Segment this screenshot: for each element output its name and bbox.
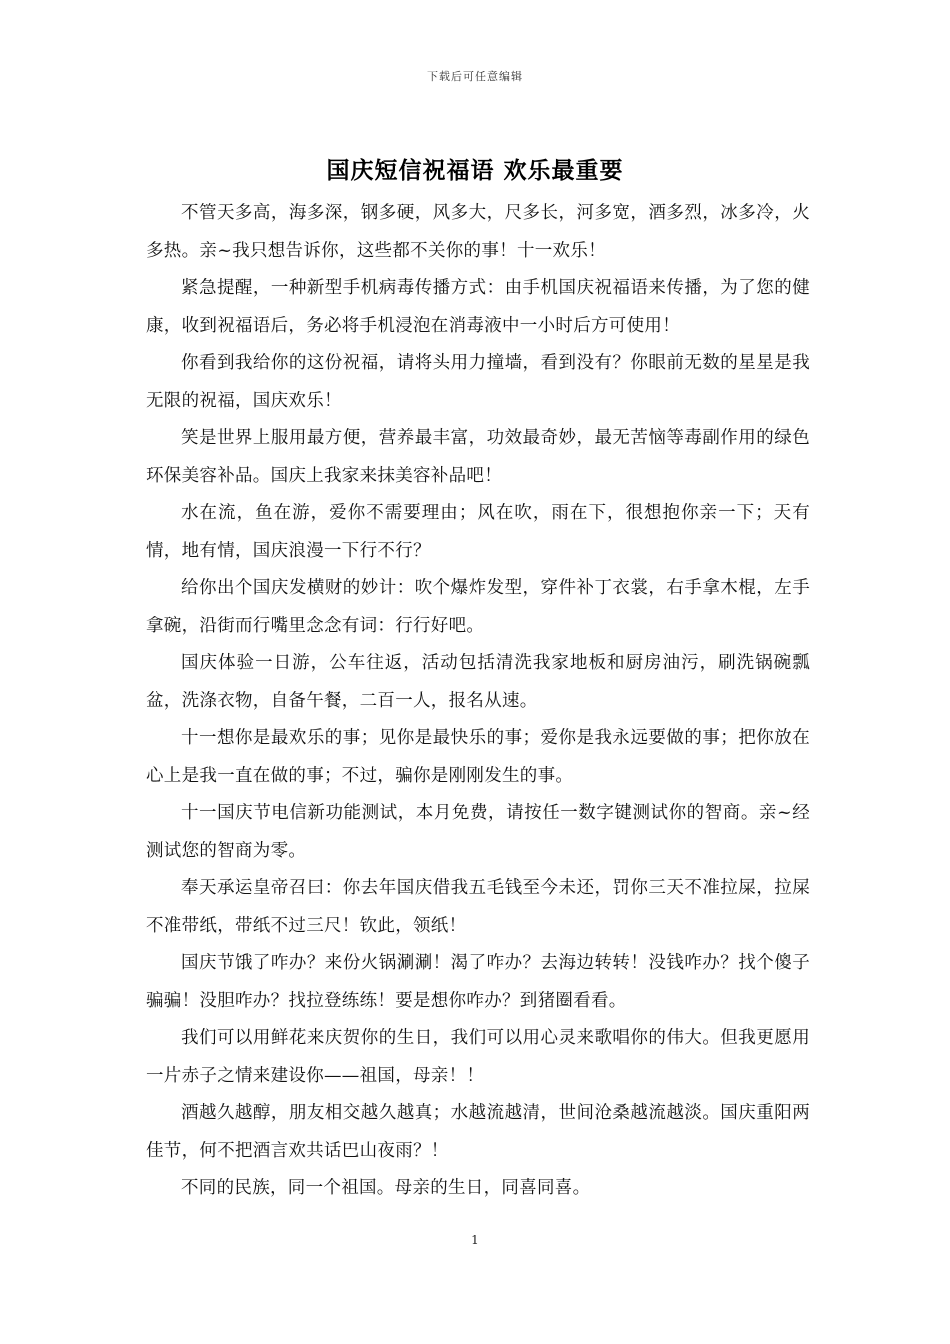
paragraph: 紧急提醒，一种新型手机病毒传播方式：由手机国庆祝福语来传播，为了您的健康，收到祝福语后，务必将手机浸泡在消毒液中一小时后方可使用！ <box>146 278 810 336</box>
paragraph: 酒越久越醇，朋友相交越久越真；水越流越清，世间沧桑越流越淡。国庆重阳两佳节，何不把酒言欢共话巴山夜雨？！ <box>146 1103 810 1161</box>
paragraph: 十一想你是最欢乐的事；见你是最快乐的事；爱你是我永远要做的事；把你放在心上是我一直在做的事；不过，骗你是刚刚发生的事。 <box>146 728 810 786</box>
paragraph: 不同的民族，同一个祖国。母亲的生日，同喜同喜。 <box>181 1178 591 1198</box>
header-note: 下载后可任意编辑 <box>427 70 523 83</box>
paragraph: 国庆节饿了咋办？来份火锅涮涮！渴了咋办？去海边转转！没钱咋办？找个傻子骗骗！没胆咋办？找拉登练练！要是想你咋办？到猪圈看看。 <box>146 953 810 1011</box>
paragraph: 水在流，鱼在游，爱你不需要理由；风在吹，雨在下，很想抱你亲一下；天有情，地有情，国庆浪漫一下行不行？ <box>146 503 810 561</box>
page-number: 1 <box>471 1233 479 1247</box>
paragraph: 不管天多高，海多深，钢多硬，风多大，尺多长，河多宽，酒多烈，冰多冷，火多热。亲~我只想告诉你，这些都不关你的事！十一欢乐！ <box>146 203 810 261</box>
document-title: 国庆短信祝福语 欢乐最重要 <box>326 157 624 184</box>
paragraph: 我们可以用鲜花来庆贺你的生日，我们可以用心灵来歌唱你的伟大。但我更愿用一片赤子之情来建设你——祖国，母亲！！ <box>146 1028 810 1086</box>
paragraph: 奉天承运皇帝召曰：你去年国庆借我五毛钱至今未还，罚你三天不准拉屎，拉屎不准带纸，带纸不过三尺！钦此，领纸！ <box>146 878 810 936</box>
paragraph: 你看到我给你的这份祝福，请将头用力撞墙，看到没有？你眼前无数的星星是我无限的祝福，国庆欢乐！ <box>146 353 810 411</box>
paragraph: 笑是世界上服用最方便，营养最丰富，功效最奇妙，最无苦恼等毒副作用的绿色环保美容补品。国庆上我家来抹美容补品吧！ <box>146 428 810 486</box>
body-text <box>146 195 810 1208</box>
paragraph: 给你出个国庆发横财的妙计：吹个爆炸发型，穿件补丁衣裳，右手拿木棍，左手拿碗，沿街而行嘴里念念有词：行行好吧。 <box>146 578 810 636</box>
paragraph: 国庆体验一日游，公车往返，活动包括清洗我家地板和厨房油污，刷洗锅碗瓢盆，洗涤衣物，自备午餐，二百一人，报名从速。 <box>146 653 810 711</box>
paragraph: 十一国庆节电信新功能测试，本月免费，请按任一数字键测试你的智商。亲~经测试您的智商为零。 <box>146 803 810 861</box>
